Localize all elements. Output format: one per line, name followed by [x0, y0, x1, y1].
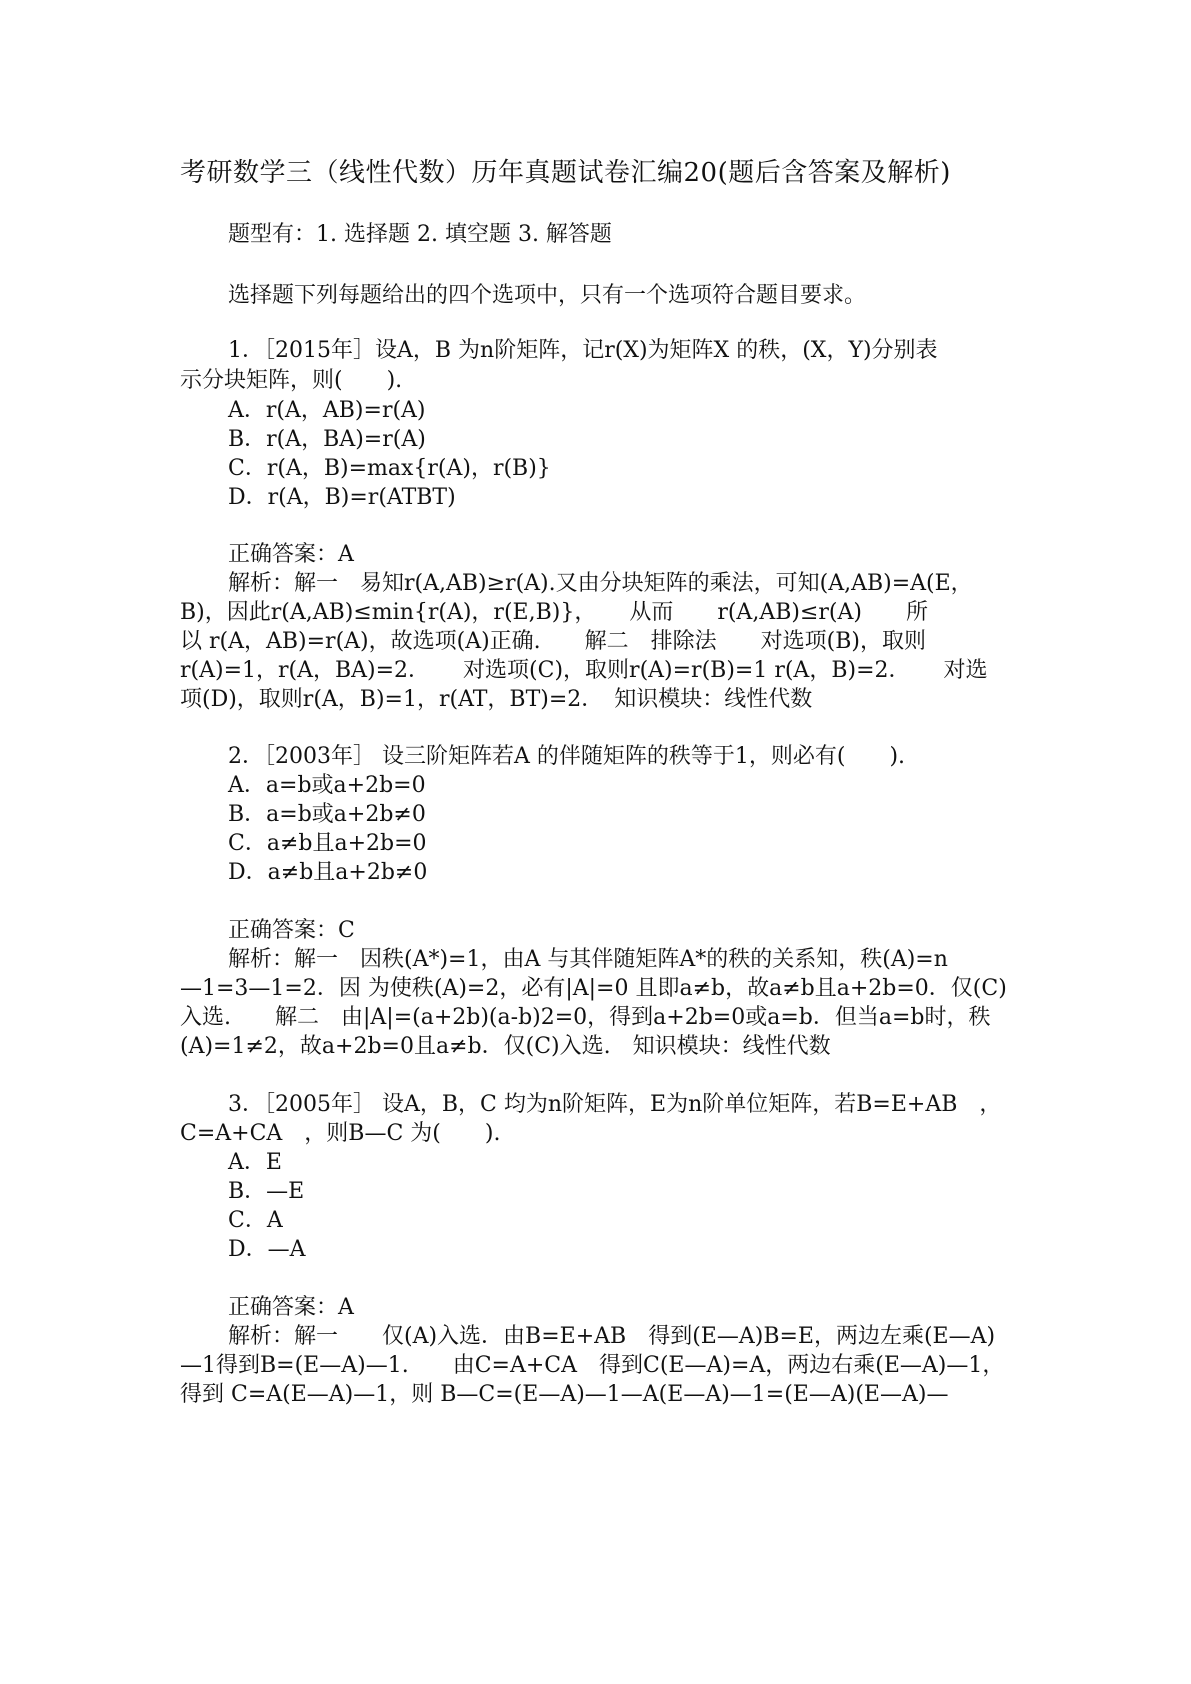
q1-option-a: A．r(A，AB)=r(A)	[228, 398, 426, 423]
q1-analysis-line2: B)，因此r(A,AB)≤min{r(A)，r(E,B)}， 从而 r(A,AB)≤r(A) 所	[180, 600, 928, 625]
document-title: 考研数学三（线性代数）历年真题试卷汇编20(题后含答案及解析)	[180, 158, 951, 188]
q3-option-d: D．—A	[228, 1237, 306, 1262]
q1-analysis-line3: 以 r(A，AB)=r(A)，故选项(A)正确. 解二 排除法 对选项(B)，取则	[180, 629, 927, 654]
q3-analysis-line3: 得到 C=A(E—A)—1，则 B—C=(E—A)—1—A(E—A)—1=(E—A)(E—A)—	[180, 1382, 949, 1407]
q2-stem: 2．［2003年］ 设三阶矩阵若A 的伴随矩阵的秩等于1，则必有( ).	[228, 744, 906, 769]
q3-option-b: B．—E	[228, 1179, 305, 1204]
q1-option-c: C．r(A，B)=max{r(A)，r(B)}	[228, 456, 551, 481]
q2-option-a: A．a=b或a+2b=0	[228, 773, 426, 798]
q1-stem-line2: 示分块矩阵，则( ).	[180, 368, 403, 393]
q3-option-c: C．A	[228, 1208, 283, 1233]
q2-option-d: D．a≠b且a+2b≠0	[228, 860, 428, 885]
q1-analysis-line5: 项(D)，取则r(A，B)=1，r(AT，BT)=2． 知识模块：线性代数	[180, 687, 813, 712]
question-types: 题型有：1. 选择题 2. 填空题 3. 解答题	[228, 222, 612, 247]
section-instruction: 选择题下列每题给出的四个选项中，只有一个选项符合题目要求。	[228, 283, 867, 308]
q2-option-c: C．a≠b且a+2b=0	[228, 831, 427, 856]
q2-analysis-line2: —1=3—1=2．因 为使秩(A)=2，必有|A|=0 且即a≠b，故a≠b且a+2b=0．仅(C)	[180, 976, 1007, 1001]
q3-stem-line2: C=A+CA ，则B—C 为( ).	[180, 1121, 501, 1146]
q2-analysis-line1: 解析：解一 因秩(A*)=1，由A 与其伴随矩阵A*的秩的关系知，秩(A)=n	[228, 947, 948, 972]
q2-analysis-line3: 入选. 解二 由|A|=(a+2b)(a-b)2=0，得到a+2b=0或a=b．但当a=b时，秩	[180, 1005, 991, 1030]
q1-option-b: B．r(A，BA)=r(A)	[228, 427, 426, 452]
q3-analysis-line2: —1得到B=(E—A)—1. 由C=A+CA 得到C(E—A)=A，两边右乘(E—A)—1，	[180, 1353, 1005, 1378]
q1-analysis-line4: r(A)=1，r(A，BA)=2． 对选项(C)，取则r(A)=r(B)=1 r(A，B)=2． 对选	[180, 658, 988, 683]
q3-option-a: A．E	[228, 1150, 282, 1175]
q2-option-b: B．a=b或a+2b≠0	[228, 802, 426, 827]
q3-stem-line1: 3．［2005年］ 设A，B，C 均为n阶矩阵，E为n阶单位矩阵，若B=E+AB ，	[228, 1092, 1002, 1117]
q1-answer: 正确答案：A	[228, 542, 354, 567]
q1-stem-line1: 1．［2015年］设A，B 为n阶矩阵，记r(X)为矩阵X 的秩，(X，Y)分别表	[228, 338, 938, 363]
q1-option-d: D．r(A，B)=r(ATBT)	[228, 485, 456, 510]
q2-analysis-line4: (A)=1≠2，故a+2b=0且a≠b．仅(C)入选. 知识模块：线性代数	[180, 1034, 831, 1059]
q3-analysis-line1: 解析：解一 仅(A)入选．由B=E+AB 得到(E—A)B=E，两边左乘(E—A)	[228, 1324, 996, 1349]
q2-answer: 正确答案：C	[228, 918, 355, 943]
q3-answer: 正确答案：A	[228, 1295, 354, 1320]
q1-analysis-line1: 解析：解一 易知r(A,AB)≥r(A).又由分块矩阵的乘法，可知(A,AB)=A(E，	[228, 571, 973, 596]
